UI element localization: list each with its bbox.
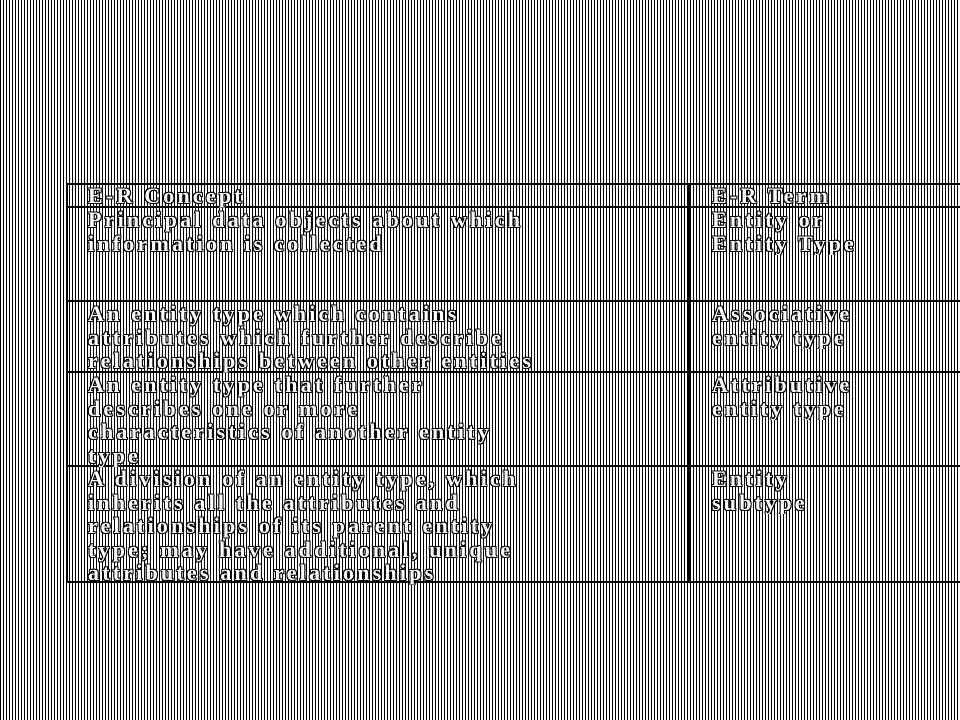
table-cell-term: Entity subtype xyxy=(712,467,808,514)
header-er-concept: E-R Concept xyxy=(88,184,245,208)
header-er-term: E-R Term xyxy=(712,184,832,208)
table-cell-concept: An entity type that further describes one or more characteristics of another entity type xyxy=(88,373,492,467)
table-cell-term: Associative entity type xyxy=(712,302,853,349)
table-cell-term: Attributive entity type xyxy=(712,373,853,420)
table-cell-concept: An entity type which contains attributes which further describe relationships between other entities xyxy=(88,302,535,373)
table-cell-concept: Principal data objects about which information is collected xyxy=(88,208,524,255)
column-divider xyxy=(688,183,691,583)
table-cell-concept: A division of an entity type, which inherits all the attributes and relationships of its parent entity type; may have additional, unique attributes and relationships xyxy=(88,467,519,585)
table-cell-term: Entity or Entity Type xyxy=(712,208,858,255)
